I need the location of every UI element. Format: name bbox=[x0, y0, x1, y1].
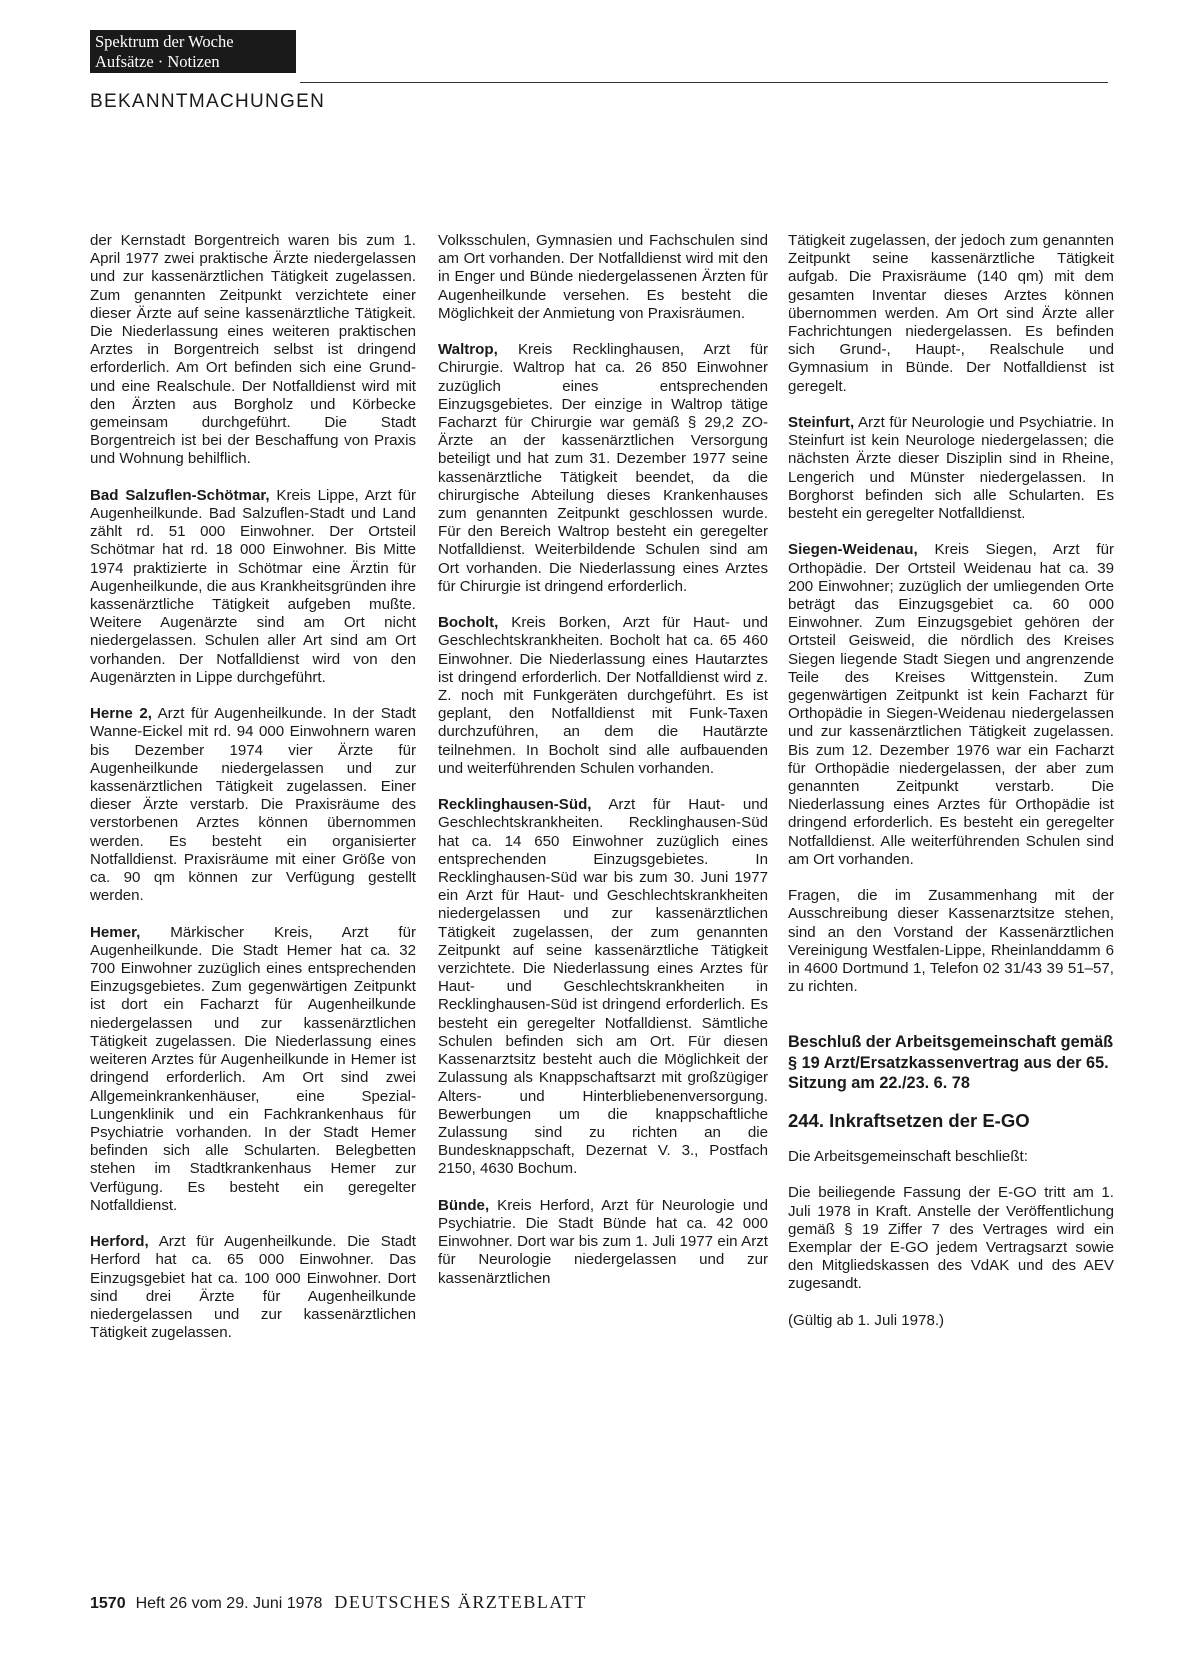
notice-text: Kreis Lippe, Arzt für Augenheilkunde. Bad Salzuflen-Stadt und Land zählt rd. 51 000 Einwohner. Der Ortsteil Schötmar hat rd. 18 000 Einwohner. Bis Mitte 1974 praktizierte in Schötmar eine Ärztin für Augenheilkunde, die aus Krankheitsgründen ihre kassenärztliche Tätigkeit aufgeben mußte. Weitere Augenärzte sind am Ort nicht niedergelassen. Schulen aller Art sind am Ort vorhanden. Der Notfalldienst wird von den Augenärzten in Lippe durchgeführt. bbox=[90, 486, 416, 686]
notice-text: Märkischer Kreis, Arzt für Augenheilkunde. Die Stadt Hemer hat ca. 32 700 Einwohner zuzüglich eines entsprechenden Einzugsgebietes. Zum gegenwärtigen Zeitpunkt ist dort ein Facharzt für Augenheilkunde niedergelassen und zur kassenärztlichen Tätigkeit zugelassen. Die Niederlassung eines weiteren Arztes für Augenheilkunde in Hemer ist dringend erforderlich. Am Ort sind zwei Allgemeinkrankenhäuser, eine Spezial-Lungenklinik und ein Fachkrankenhaus für Psychiatrie vorhanden. In der Stadt Hemer befinden sich alle Schularten. Belegbetten stehen im Stadtkrankenhaus Hemer zur Verfügung. Es besteht ein geregelter Notfalldienst. bbox=[90, 923, 416, 1214]
notice-text: Arzt für Augenheilkunde. Die Stadt Herford hat ca. 65 000 Einwohner. Das Einzugsgebiet hat ca. 100 000 Einwohner. Dort sind drei Ärzte für Augenheilkunde niedergelassen und zur kassenärztlichen Tätigkeit zugelassen. bbox=[90, 1233, 416, 1342]
resolution-title: Beschluß der Arbeitsgemeinschaft gemäß § 19 Arzt/Ersatzkassenvertrag aus der 65. Sitzung am 22./23. 6. 78 bbox=[788, 1033, 1114, 1093]
notice-place: Hemer, bbox=[90, 923, 141, 941]
header-rule bbox=[300, 82, 1108, 83]
issue-info: Heft 26 vom 29. Juni 1978 bbox=[135, 1595, 323, 1612]
notice-text: Kreis Siegen, Arzt für Orthopädie. Der Ortsteil Weidenau hat ca. 39 200 Einwohner; zuzüglich der umliegenden Orte beträgt das Einzugsgebiet ca. 60 000 Einwohner. Zum Einzugsgebiet gehören der Ortsteil Geisweid, die nördlich des Kreises Siegen liegende Stadt Siegen und angrenzende Teile des Kreises Wittgenstein. Zum gegenwärtigen Zeitpunkt ist kein Facharzt für Orthopädie in Siegen-Weidenau niedergelassen und zur kassenärztlichen Tätigkeit zugelassen. Bis zum 12. Dezember 1976 war ein Facharzt für Orthopädie niedergelassen, der aber zum genannten Zeitpunkt verstarb. Die Niederlassung eines Arztes für Orthopädie ist dringend erforderlich. Es besteht ein geregelter Notfalldienst. Alle weiterführenden Schulen sind am Ort vorhanden. bbox=[788, 541, 1114, 868]
notice-text: Kreis Herford, Arzt für Neurologie und Psychiatrie. Die Stadt Bünde hat ca. 42 000 Einwohner. Dort war bis zum 1. Juli 1977 ein Arzt für Neurologie niedergelassen und zur kassenärztlichen bbox=[438, 1196, 768, 1287]
notice-paragraph bbox=[90, 705, 416, 905]
notice-paragraph bbox=[438, 614, 768, 778]
notice-place: Bad Salzuflen-Schötmar, bbox=[90, 486, 270, 504]
journal-title: DEUTSCHES ÄRZTEBLATT bbox=[334, 1592, 587, 1612]
resolution-body: Die beiliegende Fassung der E-GO tritt am 1. Juli 1978 in Kraft. Anstelle der Veröffentlichung gemäß § 19 Ziffer 7 des Vertrages wird ein Exemplar der E-GO jedem Vertragsarzt sowie den Mitgliedskassen des VdAK und des AEV zugesandt. bbox=[788, 1184, 1114, 1293]
notice-paragraph bbox=[90, 232, 416, 469]
notice-place: Bünde, bbox=[438, 1196, 490, 1214]
notice-place: Herford, bbox=[90, 1233, 149, 1251]
notice-text: Kreis Borken, Arzt für Haut- und Geschlechtskrankheiten. Bocholt hat ca. 65 460 Einwohner. Die Niederlassung eines Hautarztes ist dringend erforderlich. Der Notfalldienst wird z. Z. noch mit Funkgeräten durchgeführt. Es ist geplant, den Notfalldienst mit Funk-Taxen durchzuführen, an dem die Hautärzte teilnehmen. In Bocholt sind alle aufbauenden und weiterführenden Schulen vorhanden. bbox=[438, 614, 768, 777]
notice-place: Steinfurt, bbox=[788, 414, 855, 432]
notice-paragraph bbox=[788, 232, 1114, 396]
section-heading: BEKANNTMACHUNGEN bbox=[90, 91, 326, 112]
notice-paragraph bbox=[788, 414, 1114, 523]
notice-text: Arzt für Neurologie und Psychiatrie. In Steinfurt ist kein Neurologe niedergelassen; die nächsten Ärzte dieser Disziplin sind in Rheine, Lengerich und Münster niedergelassen. In Borghorst befinden sich alle Schularten. Es besteht ein geregelter Notfalldienst. bbox=[788, 414, 1114, 523]
notice-text: Volksschulen, Gymnasien und Fachschulen sind am Ort vorhanden. Der Notfalldienst wird mit den in Enger und Bünde niedergelassenen Ärzten für Augenheilkunde versehen. Es besteht die Möglichkeit der Anmietung von Praxisräumen. bbox=[438, 232, 768, 322]
notice-place: Recklinghausen-Süd, bbox=[438, 796, 592, 814]
notice-paragraph bbox=[90, 1233, 416, 1342]
notice-place: Bocholt, bbox=[438, 614, 499, 632]
notice-text: der Kernstadt Borgentreich waren bis zum 1. April 1977 zwei praktische Ärzte niedergelassen und zur kassenärztlichen Tätigkeit zugelassen. Zum genannten Zeitpunkt verzichtete einer dieser Ärzte auf seine kassenärztliche Tätigkeit. Die Niederlassung eines weiteren praktischen Arztes in Borgentreich selbst ist dringend erforderlich. Am Ort befinden sich eine Grund- und eine Realschule. Der Notfalldienst wird mit den Ärzten aus Borgholz und Körbecke gemeinsam durchgeführt. Die Stadt Borgentreich ist bei der Beschaffung von Praxis und Wohnung behilflich. bbox=[90, 232, 416, 468]
notice-paragraph bbox=[438, 1197, 768, 1288]
notice-place: Herne 2, bbox=[90, 705, 152, 723]
resolution-section-title: 244. Inkraftsetzen der E-GO bbox=[788, 1109, 1030, 1131]
resolution-validity: (Gültig ab 1. Juli 1978.) bbox=[788, 1311, 945, 1329]
notice-place: Siegen-Weidenau, bbox=[788, 541, 918, 559]
notice-text: Arzt für Haut- und Geschlechtskrankheiten. Recklinghausen-Süd hat ca. 14 650 Einwohner zuzüglich eines entsprechenden Einzugsgebietes. In Recklinghausen-Süd war bis zum 30. Juni 1977 ein Arzt für Haut- und Geschlechtskrankheiten niedergelassen und zur kassenärztlichen Tätigkeit zugelassen, der zum genannten Zeitpunkt auf seine kassenärztliche Tätigkeit verzichtete. Die Niederlassung eines Arztes für Haut- und Geschlechtskrankheiten in Recklinghausen-Süd ist dringend erforderlich. Es besteht ein geregelter Notfalldienst. Sämtliche Schulen befinden sich am Ort. Für diesen Kassenarztsitz besteht auch die Möglichkeit der Zulassung als Knappschaftsarzt mit großzügiger Alters- und Hinterbliebenenversorgung. Bewerbungen um die knappschaftliche Zulassung sind zu richten an die Bundesknappschaft, Dezernat V. 3., Postfach 2150, 4630 Bochum. bbox=[438, 796, 768, 1178]
column-1 bbox=[90, 232, 416, 1361]
notice-place: Waltrop, bbox=[438, 341, 498, 359]
notice-text: Fragen, die im Zusammenhang mit der Ausschreibung dieser Kassenarztsitze stehen, sind an den Vorstand der Kassenärztlichen Vereinigung Westfalen-Lippe, Rheinlanddamm 6 in 4600 Dortmund 1, Telefon 02 31/43 39 51–57, zu richten. bbox=[788, 887, 1114, 996]
notice-text: Tätigkeit zugelassen, der jedoch zum genannten Zeitpunkt seine kassenärztliche Tätigkeit aufgab. Die Praxisräume (140 qm) mit dem gesamten Inventar dieses Arztes können übernommen werden. Am Ort sind Ärzte aller Fachrichtungen niedergelassen. Es befinden sich Grund-, Haupt-, Realschule und Gymnasium in Bünde. Der Notfalldienst ist geregelt. bbox=[788, 232, 1114, 395]
page-footer bbox=[90, 1592, 587, 1613]
notice-paragraph bbox=[438, 232, 768, 323]
badge-line-2: Aufsätze · Notizen bbox=[95, 52, 220, 71]
column-3 bbox=[788, 232, 1114, 1348]
badge-line-1: Spektrum der Woche bbox=[95, 32, 234, 51]
column-2 bbox=[438, 232, 768, 1306]
notice-text: Kreis Recklinghausen, Arzt für Chirurgie. Waltrop hat ca. 26 850 Einwohner zuzüglich eines entsprechenden Einzugsgebietes. Der einzige in Waltrop tätige Facharzt für Chirurgie war gemäß § 29,2 ZO-Ärzte an der kassenärztlichen Versorgung beteiligt und hat zum 31. Dezember 1977 seine kassenärztliche Tätigkeit beendet, da die chirurgische Abteilung dieses Krankenhauses zum genannten Zeitpunkt geschlossen wurde. Für den Bereich Waltrop besteht ein geregelter Notfalldienst. Weiterbildende Schulen sind am Ort vorhanden. Die Niederlassung eines Arztes für Chirurgie ist dringend erforderlich. bbox=[438, 341, 768, 595]
notice-paragraph bbox=[438, 341, 768, 596]
page-number: 1570 bbox=[90, 1595, 126, 1612]
resolution-intro: Die Arbeitsgemeinschaft beschließt: bbox=[788, 1147, 1028, 1165]
notice-paragraph bbox=[90, 487, 416, 687]
notice-paragraph bbox=[438, 796, 768, 1178]
notice-paragraph bbox=[788, 541, 1114, 869]
section-badge bbox=[90, 30, 296, 73]
notice-paragraph bbox=[788, 887, 1114, 996]
notice-text: Arzt für Augenheilkunde. In der Stadt Wanne-Eickel mit rd. 94 000 Einwohnern waren bis Dezember 1974 vier Ärzte für Augenheilkunde niedergelassen und zur kassenärztlichen Tätigkeit zugelassen. Einer dieser Ärzte verstarb. Die Praxisräume des verstorbenen Arztes können übernommen werden. Es besteht ein organisierter Notfalldienst. Praxisräume mit einer Größe von ca. 90 qm können zur Verfügung gestellt werden. bbox=[90, 705, 416, 905]
notice-paragraph bbox=[90, 924, 416, 1215]
